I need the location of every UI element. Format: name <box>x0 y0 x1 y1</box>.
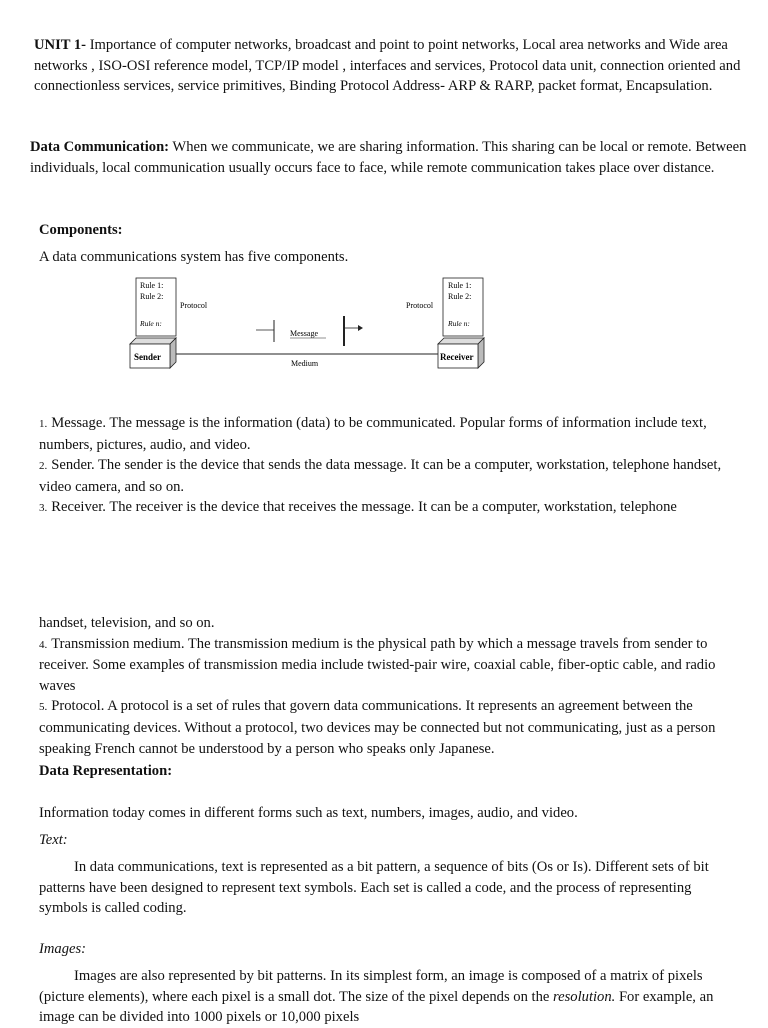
list-item-number: 4. <box>39 638 48 651</box>
data-communication-text: When we communicate, we are sharing information. This sharing can be local or remote. Between individuals, local communication usually occurs face to face, while remote communication takes place over distance. <box>30 139 747 176</box>
list-item-text: Protocol. A protocol is a set of rules that govern data communications. It represents an agreement between the communicating devices. Without a protocol, two devices may be connected but not communicating, just as a person speaking French cannot be understood by a person who speaks only Japanese. <box>39 698 716 757</box>
receiver-rule-n: Rule n: <box>448 319 470 328</box>
images-heading-label: Images: <box>39 941 87 957</box>
medium-label: Medium <box>291 359 319 368</box>
receiver-rule-1: Rule 1: <box>448 281 472 290</box>
images-body-start: Images are also represented by bit patterns. In its simplest form, an image is composed of a matrix of pixels (picture elements), where each pixel is a small dot. The size of the pixel depends on the <box>39 968 703 1005</box>
text-heading-label: Text: <box>39 832 68 848</box>
unit-syllabus <box>34 35 750 97</box>
list-item-number: 3. <box>39 502 48 515</box>
list-item-number: 2. <box>39 460 48 473</box>
list-item <box>39 455 739 497</box>
components-list-part-1 <box>39 413 739 519</box>
receiver-label: Receiver <box>440 352 474 362</box>
data-representation-heading-text: Data Representation: <box>39 763 173 779</box>
unit-title: UNIT 1- <box>34 37 87 53</box>
images-body-end: For example, an image can be divided into 1000 pixels or 10,000 pixels <box>39 988 714 1026</box>
protocol-label-right: Protocol <box>406 301 434 310</box>
receiver-rule-2: Rule 2: <box>448 292 472 301</box>
sender-rule-1: Rule 1: <box>140 281 164 290</box>
text-body: In data communications, text is represented as a bit pattern, a sequence of bits (Os or Is). Different sets of bit patterns have been designed to represent text symbols. Each set is called a code, and the process of representing symbols is called coding. <box>39 859 709 917</box>
images-heading <box>39 939 86 960</box>
list-item-number: 1. <box>39 418 48 430</box>
sender-rule-2: Rule 2: <box>140 292 164 301</box>
components-heading <box>39 220 123 241</box>
text-heading <box>39 830 68 851</box>
list-item-text: Transmission medium. The transmission medium is the physical path by which a message travels from sender to receiver. Some examples of transmission media include twisted-pair wire, coaxial cable, fiber-optic cable, and radio waves <box>39 635 716 694</box>
list-item-text: Receiver. The receiver is the device that receives the message. It can be a computer, workstation, telephone <box>51 499 677 516</box>
data-communication-diagram <box>128 276 493 372</box>
list-item-text: Sender. The sender is the device that sends the data message. It can be a computer, workstation, telephone handset, video camera, and so on. <box>39 457 722 495</box>
list-item <box>39 696 744 759</box>
list-continuation: handset, television, and so on. <box>39 615 215 631</box>
unit-text: Importance of computer networks, broadcast and point to point networks, Local area networks and Wide area networks , ISO-OSI reference model, TCP/IP model , interfaces and services, Protocol data unit, connection oriented and connectionless services, service primitives, Binding Protocol Address- ARP & RARP, packet format, Encapsulation. <box>34 37 741 95</box>
sender-top <box>130 338 176 344</box>
components-list-part-2 <box>39 613 744 759</box>
list-item-text: Message. The message is the information (data) to be communicated. Popular forms of information include text, numbers, pictures, audio, and video. <box>39 415 707 453</box>
sender-label: Sender <box>134 352 161 362</box>
list-item <box>39 413 739 455</box>
components-heading-text: Components: <box>39 222 123 238</box>
data-communication-heading: Data Communication: <box>30 139 170 155</box>
receiver-top <box>438 338 484 344</box>
list-item <box>39 497 739 519</box>
data-representation-intro: Information today comes in different forms such as text, numbers, images, audio, and video. <box>39 805 578 821</box>
data-representation-heading <box>39 761 172 782</box>
message-arrowhead <box>358 325 363 331</box>
protocol-label-left: Protocol <box>180 301 208 310</box>
list-item <box>39 634 744 697</box>
list-item-number: 5. <box>39 701 48 714</box>
message-label: Message <box>290 329 318 338</box>
images-body-emphasis: resolution. <box>553 988 616 1005</box>
components-intro: A data communications system has five components. <box>39 249 349 265</box>
images-paragraph <box>39 966 739 1028</box>
text-paragraph <box>39 857 739 919</box>
sender-rule-n: Rule n: <box>140 319 162 328</box>
images-body <box>39 966 739 1028</box>
data-communication-paragraph <box>30 137 750 178</box>
